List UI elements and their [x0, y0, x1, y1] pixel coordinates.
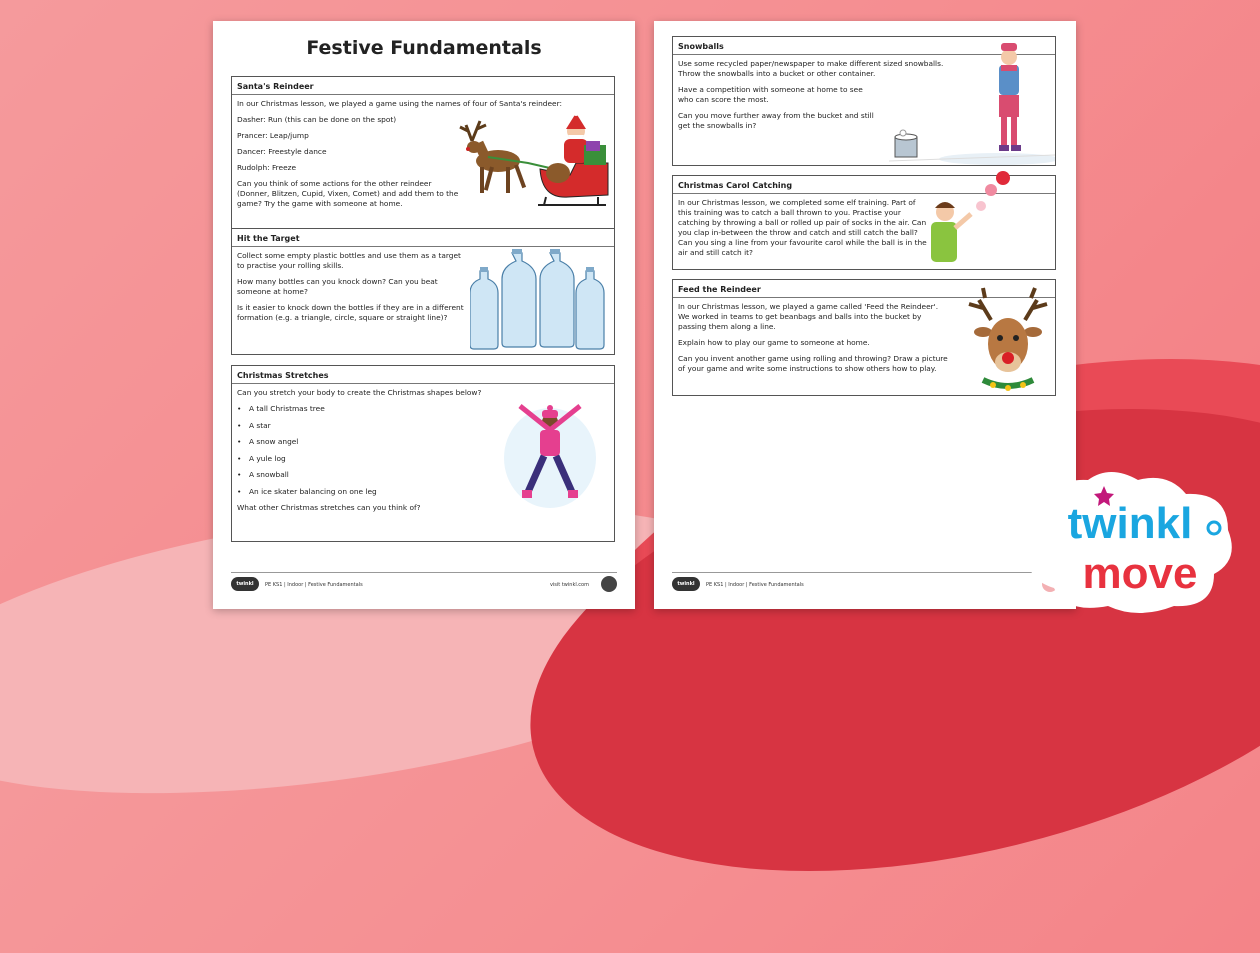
- section-heading: Feed the Reindeer: [673, 280, 1055, 298]
- section-text: Can you move further away from the bucket and still get the snowballs in?: [678, 111, 874, 130]
- feed-the-reindeer-section: [672, 279, 1056, 396]
- footer-text: PE KS1 | Indoor | Festive Fundamentals: [265, 582, 363, 588]
- plastic-bottles-illustration: [470, 249, 610, 351]
- list-item: • A yule log: [237, 451, 614, 468]
- section-heading: Hit the Target: [232, 229, 614, 247]
- section-heading: Snowballs: [673, 37, 1055, 55]
- section-text: Can you invent another game using rolling and throwing? Draw a picture of your game and write some instructions to show others how to play.: [678, 354, 948, 373]
- section-text: In our Christmas lesson, we played a game called 'Feed the Reindeer'. We worked in teams to get beanbags and balls into the bucket by passing them along a line.: [678, 302, 939, 331]
- brand-line-2: move: [1082, 549, 1198, 598]
- twinkl-move-logo: twinkl move: [231, 577, 259, 591]
- list-item: Rudolph: Freeze: [237, 163, 297, 172]
- hit-the-target-section: [231, 228, 615, 355]
- brand-line-1: twinkl: [1067, 499, 1193, 548]
- reindeer-face-illustration: [963, 286, 1053, 394]
- section-text: Collect some empty plastic bottles and use them as a target to practise your rolling skills.: [237, 251, 461, 270]
- list-item: Dasher: Run (this can be done on the spot): [237, 115, 397, 124]
- footer-url: visit twinkl.com: [549, 582, 589, 588]
- list-item: Prancer: Leap/jump: [237, 131, 309, 140]
- section-text: Can you stretch your body to create the Christmas shapes below?: [237, 388, 482, 397]
- list-item: • A snow angel: [237, 434, 614, 451]
- section-text: What other Christmas stretches can you think of?: [237, 502, 421, 512]
- section-text: Have a competition with someone at home to see who can score the most.: [678, 85, 863, 104]
- christmas-stretches-section: [231, 365, 615, 542]
- section-text: Explain how to play our game to someone at home.: [678, 338, 870, 347]
- snowballs-section: [672, 36, 1056, 166]
- twinkl-move-brand-logo: [1018, 470, 1240, 615]
- list-item: Dancer: Freestyle dance: [237, 147, 327, 156]
- badge-icon: [601, 576, 617, 592]
- list-item: • A star: [237, 418, 614, 435]
- page-title: Festive Fundamentals: [306, 37, 542, 59]
- section-text: Is it easier to knock down the bottles if they are in a different formation (e.g. a triangle, circle, square or straight line)?: [237, 303, 464, 322]
- twinkl-move-logo: twinkl move: [672, 577, 700, 591]
- section-text: In our Christmas lesson, we played a game using the names of four of Santa's reindeer:: [237, 99, 562, 108]
- section-heading: Christmas Stretches: [232, 366, 614, 384]
- section-text: How many bottles can you knock down? Can you beat someone at home?: [237, 277, 438, 296]
- page-footer: [672, 572, 1058, 601]
- worksheet-page-2: [654, 21, 1076, 609]
- snow-angel-illustration: [500, 400, 600, 510]
- santa-sleigh-illustration: [458, 109, 614, 211]
- section-text: Can you think of some actions for the other reindeer (Donner, Blitzen, Cupid, Vixen, Comet) and add them to the game? Try the game with someone at home.: [237, 179, 459, 208]
- christmas-carol-catching-section: [672, 175, 1056, 270]
- page-footer: [231, 572, 617, 601]
- snowball-throwing-illustration: [889, 41, 1055, 165]
- santas-reindeer-section: [231, 76, 615, 240]
- section-heading: Christmas Carol Catching: [673, 176, 1055, 194]
- footer-text: PE KS1 | Indoor | Festive Fundamentals: [706, 582, 804, 588]
- ball-catching-illustration: [927, 170, 1057, 270]
- list-item: • An ice skater balancing on one leg: [237, 484, 614, 501]
- list-item: • A tall Christmas tree: [237, 401, 614, 418]
- section-heading: Santa's Reindeer: [232, 77, 614, 95]
- worksheet-page-1: [213, 21, 635, 609]
- section-text: Use some recycled paper/newspaper to make different sized snowballs. Throw the snowballs into a bucket or other container.: [678, 59, 944, 78]
- section-text: In our Christmas lesson, we completed some elf training. Part of this training was to catch a ball thrown to you. Practise your catching by throwing a ball or rolled up pair of socks in the air. Can you clap in-between the throw and catch and still catch the ball? Can you sing a line from your favourite carol while the ball is in the air and still catch it?: [678, 198, 927, 257]
- list-item: • A snowball: [237, 467, 614, 484]
